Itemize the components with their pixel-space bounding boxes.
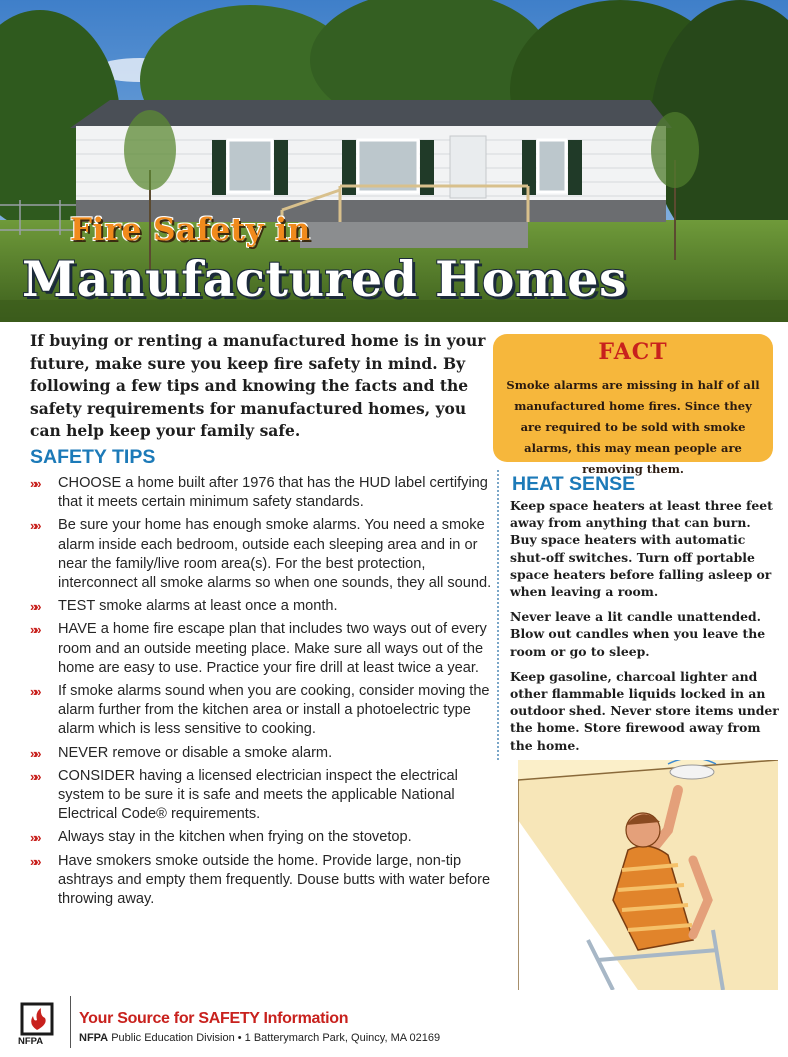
title-line-2: Manufactured Homes bbox=[22, 250, 628, 308]
footer-divider bbox=[70, 996, 71, 1048]
bullet-chevron-icon: »» bbox=[30, 622, 39, 638]
tip-text: NEVER remove or disable a smoke alarm. bbox=[58, 744, 333, 761]
fact-title: FACT bbox=[598, 339, 668, 365]
footer-tagline: Your Source for SAFETY Information bbox=[79, 1010, 349, 1027]
tip-text: Be sure your home has enough smoke alarms. You need a smoke alarm inside each bedroom, outside each sleeping area and in or near the family/live room area(s). For the best protection, interconnect all smoke alarms so when one sounds, they all sound. bbox=[58, 517, 492, 592]
bullet-chevron-icon: »» bbox=[30, 684, 39, 700]
list-item bbox=[30, 474, 492, 512]
heat-sense-body bbox=[510, 497, 780, 762]
bullet-chevron-icon: »» bbox=[30, 830, 39, 846]
list-item bbox=[30, 852, 492, 910]
tip-text: HAVE a home fire escape plan that includes two ways out of every room and an outside meeting place. Make sure all ways out of the home are easy to use. Practice your fire drill at least twice a year. bbox=[58, 621, 487, 676]
heat-paragraph: Keep space heaters at least three feet away from anything that can burn. Buy space heaters with automatic shut-off switches. Turn off portable space heaters before falling asleep or when leaving a room. bbox=[510, 498, 773, 600]
man-testing-smoke-alarm-illustration bbox=[518, 760, 778, 990]
bullet-chevron-icon: »» bbox=[30, 768, 39, 784]
title-line-1: Fire Safety in bbox=[70, 212, 311, 248]
bullet-chevron-icon: »» bbox=[30, 599, 39, 615]
nfpa-logo-text: NFPA bbox=[18, 1036, 44, 1047]
fact-box bbox=[493, 334, 773, 476]
tip-text: CHOOSE a home built after 1976 that has the HUD label certifying that it meets certain minimum safety standards. bbox=[58, 475, 488, 511]
list-item bbox=[30, 744, 492, 763]
safety-tips-heading: SAFETY TIPS bbox=[30, 446, 156, 468]
dotted-divider bbox=[497, 470, 500, 760]
heat-paragraph: Never leave a lit candle unattended. Blow out candles when you leave the room or go to sleep. bbox=[510, 609, 766, 659]
footer-address bbox=[79, 1032, 440, 1044]
footer-address-text: Public Education Division • 1 Batterymarch Park, Quincy, MA 02169 bbox=[111, 1032, 441, 1044]
tip-text: Always stay in the kitchen when frying on the stovetop. bbox=[58, 829, 412, 846]
fact-text: Smoke alarms are missing in half of all manufactured home fires. Since they are required to be sold with smoke alarms, this may mean people are removing them. bbox=[506, 378, 760, 476]
tip-text: Have smokers smoke outside the home. Provide large, non-tip ashtrays and empty them frequently. Douse butts with water before throwing away. bbox=[58, 852, 491, 908]
tip-text: TEST smoke alarms at least once a month. bbox=[58, 598, 338, 615]
heat-paragraph: Keep gasoline, charcoal lighter and other flammable liquids locked in an outdoor shed. Never store items under the home. Store firewood away from the home. bbox=[510, 668, 779, 753]
list-item bbox=[30, 620, 492, 678]
tip-text: CONSIDER having a licensed electrician inspect the electrical system to be sure it is safe and meets the applicable National Electrical Code® requirements. bbox=[58, 767, 458, 823]
list-item bbox=[30, 516, 492, 593]
intro-paragraph: If buying or renting a manufactured home is in your future, make sure you keep fire safety in mind. By following a few tips and knowing the facts and the safety requirements for manufactured homes, you can help keep your family safe. bbox=[30, 331, 486, 440]
bullet-chevron-icon: »» bbox=[30, 476, 39, 491]
hero-photo bbox=[0, 0, 788, 322]
tip-text: If smoke alarms sound when you are cooking, consider moving the alarm further from the kitchen area or install a photoelectric type alarm which is less sensitive to cooking. bbox=[58, 683, 490, 738]
list-item bbox=[30, 767, 492, 825]
list-item bbox=[30, 828, 492, 847]
heat-sense-heading: HEAT SENSE bbox=[512, 473, 636, 495]
list-item bbox=[30, 597, 492, 616]
safety-tips-list bbox=[30, 474, 492, 913]
bullet-chevron-icon: »» bbox=[30, 518, 39, 534]
bullet-chevron-icon: »» bbox=[30, 745, 39, 761]
list-item bbox=[30, 682, 492, 740]
bullet-chevron-icon: »» bbox=[30, 853, 39, 869]
footer-org: NFPA bbox=[79, 1032, 109, 1044]
